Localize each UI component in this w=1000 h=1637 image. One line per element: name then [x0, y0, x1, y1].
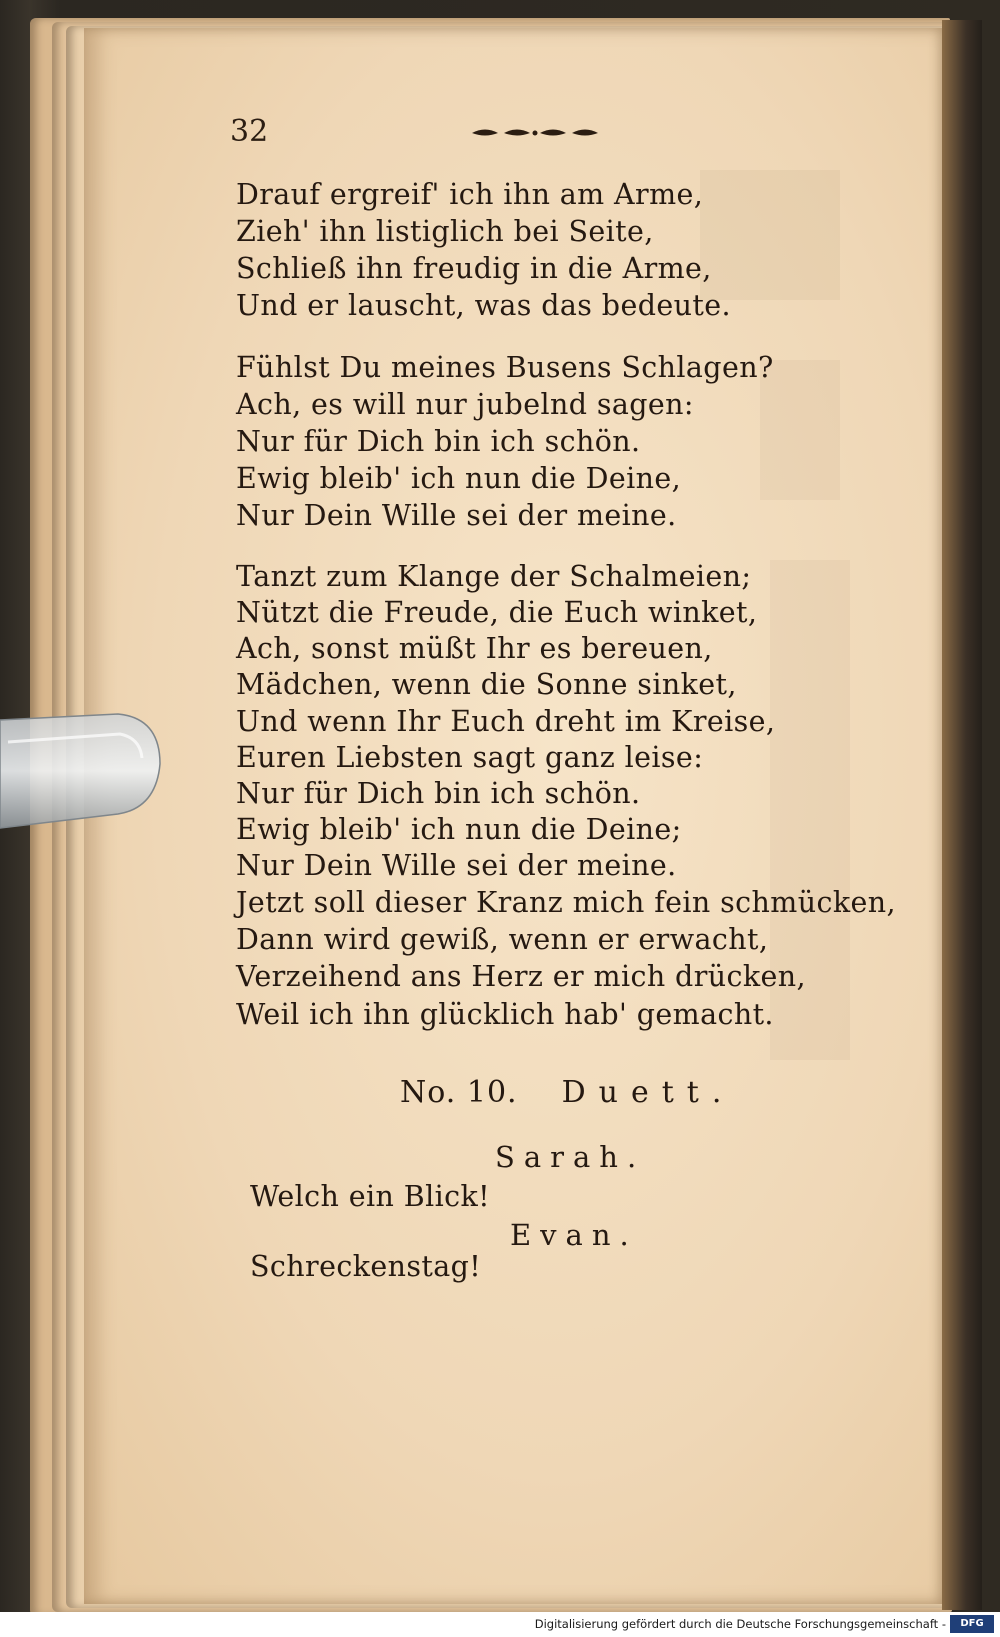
- section-heading: [400, 1075, 734, 1110]
- page-clip-icon: [0, 712, 165, 830]
- footer-credit: Digitalisierung gefördert durch die Deutsche Forschungsgemeinschaft -: [534, 1617, 946, 1631]
- verse-line: Und er lauscht, was das bedeute.: [236, 289, 731, 322]
- verse-line: Drauf ergreif' ich ihn am Arme,: [236, 178, 704, 211]
- verse-line: Schließ ihn freudig in die Arme,: [236, 252, 712, 285]
- verse-line: Zieh' ihn listiglich bei Seite,: [236, 215, 654, 248]
- bleed-through-shadow: [700, 170, 840, 300]
- speaker-name: Evan.: [510, 1218, 638, 1252]
- speaker-name: Sarah.: [495, 1140, 646, 1174]
- verse-line: Ewig bleib' ich nun die Deine,: [236, 462, 682, 495]
- verse-line: Euren Liebsten sagt ganz leise:: [236, 741, 704, 774]
- verse-line: Verzeihend ans Herz er mich drücken,: [236, 960, 806, 993]
- dfg-logo: DFG: [950, 1615, 994, 1633]
- section-number: No. 10.: [400, 1075, 518, 1110]
- verse-line: Fühlst Du meines Busens Schlagen?: [236, 351, 774, 384]
- verse-line: Ach, sonst müßt Ihr es bereuen,: [236, 632, 713, 665]
- verse-line: Mädchen, wenn die Sonne sinket,: [236, 668, 737, 701]
- footer-bar: [0, 1612, 1000, 1637]
- dialogue-line: Welch ein Blick!: [250, 1180, 490, 1213]
- book-spine-edge: [942, 20, 982, 1610]
- verse-line: Nur Dein Wille sei der meine.: [236, 849, 677, 882]
- section-title: Duett.: [561, 1075, 735, 1110]
- verse-line: Jetzt soll dieser Kranz mich fein schmücken,: [236, 886, 896, 919]
- dialogue-line: Schreckenstag!: [250, 1250, 482, 1283]
- verse-line: Und wenn Ihr Euch dreht im Kreise,: [236, 705, 776, 738]
- page-number: 32: [230, 114, 269, 149]
- verse-line: Nützt die Freude, die Euch winket,: [236, 596, 758, 629]
- verse-line: Tanzt zum Klange der Schalmeien;: [236, 560, 752, 593]
- verse-line: Weil ich ihn glücklich hab' gemacht.: [236, 998, 774, 1031]
- verse-line: Ewig bleib' ich nun die Deine;: [236, 813, 682, 846]
- ornament-icon: [470, 124, 600, 142]
- verse-line: Dann wird gewiß, wenn er erwacht,: [236, 923, 769, 956]
- verse-line: Ach, es will nur jubelnd sagen:: [236, 388, 694, 421]
- verse-line: Nur für Dich bin ich schön.: [236, 777, 641, 810]
- verse-line: Nur Dein Wille sei der meine.: [236, 499, 677, 532]
- verse-line: Nur für Dich bin ich schön.: [236, 425, 641, 458]
